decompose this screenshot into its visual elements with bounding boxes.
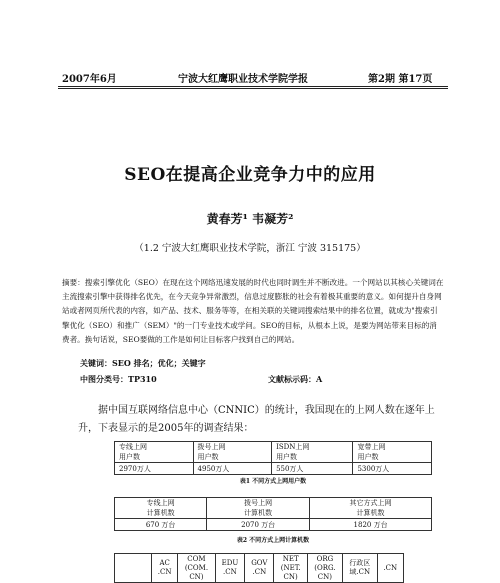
header-issue: 第2期 第17页 xyxy=(368,74,433,85)
table-cell: 专线上网 用户数 xyxy=(115,442,194,463)
header-date: 2007年6月 xyxy=(62,74,117,85)
table-cell: COM (COM. CN) xyxy=(178,554,215,583)
table-cell: 550万人 xyxy=(272,463,353,475)
table-1 xyxy=(114,441,432,475)
table-cell: 其它方式上网 计算机数 xyxy=(310,498,432,519)
table-1-caption: 表1 不同方式上网用户数 xyxy=(239,478,307,485)
table-2-caption: 表2 不同方式上网计算机数 xyxy=(236,537,310,544)
header-rule-2 xyxy=(58,88,448,89)
table-cell: 拨号上网 计算机数 xyxy=(207,498,310,519)
table-row xyxy=(115,442,432,463)
table-2 xyxy=(114,497,432,531)
table-cell: ORG (ORG. CN) xyxy=(307,554,342,583)
table-cell: 5300万人 xyxy=(353,463,432,475)
document-code: 文献标示码：A xyxy=(268,374,323,384)
body-paragraph: 据中国互联网络信息中心（CNNIC）的统计，我国现在的上网人数在逐年上升，下表显示的是2005年的调查结果： xyxy=(78,405,435,434)
table-cell: .CN xyxy=(377,554,403,583)
paper-title: SEO在提高企业竞争力中的应用 xyxy=(124,165,376,185)
keywords: 关键词：SEO 排名；优化；关键字 xyxy=(80,358,206,368)
table-cell: EDU .CN xyxy=(215,554,245,583)
table-3 xyxy=(114,553,404,583)
table-row xyxy=(115,519,432,531)
header-journal: 宁波大红鹰职业技术学院学报 xyxy=(178,74,308,85)
table-cell: ISDN上网 用户数 xyxy=(272,442,353,463)
table-cell: 2070 万台 xyxy=(207,519,310,531)
header-rule xyxy=(58,86,448,87)
classification: 中图分类号：TP310 xyxy=(80,374,157,384)
abstract: 摘要：搜索引擎优化（SEO）在现在这个网络迅速发展的时代也同时调生并不断改进。一个网站以其核心关键词在主流搜索引擎中获得排名优先，在今天竞争异常激烈，信息过度膨胀的社会有着极其重要的意义。如何提升自身网站或者网页所代表的内容，如产品、技术、服务等等，在相关联的关键词搜索结果中的排名位置，就成为"搜索引擎优化（SEO）和推广（SEM）"的一门专业技术或学问。SEO的目标，从根本上说，是要为网站带来目标的消费者。换句话说，SEO要做的工作是如何让目标客户找到自己的网站。 xyxy=(62,278,444,344)
table-cell: 670 万台 xyxy=(115,519,207,531)
table-cell: NET (NET. CN) xyxy=(274,554,307,583)
table-cell: 专线上网 计算机数 xyxy=(115,498,207,519)
authors: 黄春芳¹ 韦凝芳² xyxy=(206,212,294,226)
table-cell xyxy=(115,554,152,583)
table-row xyxy=(115,463,432,475)
table-cell: GOV .CN xyxy=(245,554,274,583)
table-cell: 宽带上网 用户数 xyxy=(353,442,432,463)
table-row xyxy=(115,498,432,519)
table-cell: 2970万人 xyxy=(115,463,194,475)
table-row xyxy=(115,554,404,583)
table-cell: 拨号上网 用户数 xyxy=(193,442,272,463)
affiliation: （1.2 宁波大红鹰职业技术学院，浙江 宁波 315175） xyxy=(134,243,366,254)
table-cell: 4950万人 xyxy=(193,463,272,475)
table-cell: 行政区 域.CN xyxy=(342,554,377,583)
table-cell: 1820 万台 xyxy=(310,519,432,531)
table-cell: AC .CN xyxy=(152,554,178,583)
